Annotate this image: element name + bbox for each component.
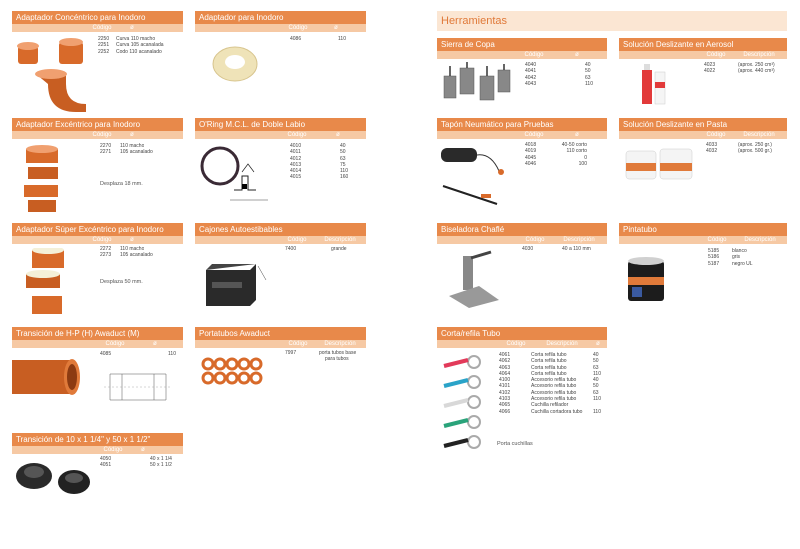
table-row: 4101 Accesorio refila tubo 50 <box>499 383 599 390</box>
card-title: Corta/refila Tubo <box>437 327 607 340</box>
aerosol-image <box>640 62 670 112</box>
table-row: 2252 Codo 110 acanalado <box>98 48 162 55</box>
card-title: Solución Deslizante en Aerosol <box>619 38 787 51</box>
table-row: 4033 (aprox. 250 gr.) <box>706 142 772 148</box>
card-toilet-adapter <box>195 11 366 32</box>
card-title: Transición de 10 x 1 1/4" y 50 x 1 1/2" <box>12 433 183 446</box>
super-eccentric-note: Desplaza 50 mm. <box>100 279 143 285</box>
super-eccentric-table <box>100 246 153 259</box>
card-title: Portatubos Awaduct <box>195 327 366 340</box>
concentric-adapter-image <box>14 38 89 113</box>
card-subheader: Código ø <box>437 131 607 139</box>
table-row: 2250 Curva 110 macho <box>98 36 156 42</box>
oring-table <box>290 143 348 181</box>
card-subheader: Código Descripción <box>619 236 787 244</box>
table-row: 4011 50 <box>290 149 346 156</box>
concentric-table <box>98 36 164 55</box>
card-oring <box>195 118 366 139</box>
table-row: 4086 110 <box>290 36 346 42</box>
table-row: 4043 110 <box>525 80 593 87</box>
toilet-adapter-table <box>290 36 346 42</box>
table-row: 4032 (aprox. 500 gr.) <box>706 148 772 155</box>
card-super-eccentric-adapter <box>12 223 183 244</box>
pipe-paint-table <box>708 248 753 267</box>
table-row: 4065 Cuchilla refilador <box>499 402 569 409</box>
table-row: 4061 Corta refila tubo 40 <box>499 352 599 358</box>
pipe-cutter-note: Porta cuchillas <box>497 441 533 447</box>
pipe-holder-image <box>200 354 270 394</box>
table-row: 4064 Corta refila tubo 110 <box>499 370 601 377</box>
table-row: 5187 negro UL <box>708 260 753 267</box>
card-eccentric-adapter <box>12 118 183 139</box>
eccentric-table <box>100 143 153 156</box>
toilet-adapter-image <box>210 38 260 88</box>
table-row: 4103 Accesorio refila tubo 110 <box>499 396 601 403</box>
beveler-image <box>445 250 505 315</box>
eccentric-adapter-image <box>18 145 68 220</box>
table-row: para tubos <box>325 356 349 363</box>
table-row: 4015 160 <box>290 174 349 181</box>
aerosol-table <box>704 62 775 75</box>
super-eccentric-adapter-image <box>20 248 75 325</box>
table-row: 4042 63 <box>525 74 591 81</box>
table-row: 4050 40 x 1 1/4 <box>100 456 172 462</box>
table-row: 4045 0 <box>525 154 587 161</box>
table-row: 4046 100 <box>525 160 587 167</box>
table-row: 2271 105 acanalado <box>100 149 153 156</box>
card-title: Tapón Neumático para Pruebas <box>437 118 607 131</box>
hole-saw-image <box>440 62 515 112</box>
card-paste <box>619 118 787 139</box>
table-row: 4014 110 <box>290 168 348 175</box>
card-subheader: Código ø <box>12 24 183 32</box>
table-row: 4023 (aprox. 250 cm³) <box>704 62 775 68</box>
pipe-cutter-image <box>440 352 492 457</box>
card-title: Adaptador Concéntrico para Inodoro <box>12 11 183 24</box>
table-row: 4102 Accesorio refila tubo 63 <box>499 389 599 396</box>
table-row: 4019 110 corto <box>525 148 587 155</box>
card-subheader: Código Descripción <box>195 236 366 244</box>
card-title: Sierra de Copa <box>437 38 607 51</box>
card-pipe-cutter <box>437 327 607 348</box>
card-title: Cajones Autoestibables <box>195 223 366 236</box>
plug-table <box>525 142 587 167</box>
card-plug <box>437 118 607 139</box>
table-row: 4012 63 <box>290 155 346 162</box>
pipe-holder-table <box>285 350 356 363</box>
card-subheader: Código Descripción <box>619 51 787 59</box>
card-stackable-bins <box>195 223 366 244</box>
table-row: 7997 porta tubos base <box>285 350 357 356</box>
section-title: Herramientas <box>437 11 787 31</box>
table-row: 7400 grande <box>285 246 347 252</box>
card-subheader: Código ø <box>12 446 183 454</box>
table-row: 4022 (aprox. 440 cm³) <box>704 68 775 75</box>
card-title: Adaptador para Inodoro <box>195 11 366 24</box>
table-row: 5185 blanco <box>708 248 747 254</box>
card-title: Solución Deslizante en Pasta <box>619 118 787 131</box>
card-title: Pintatubo <box>619 223 787 236</box>
stackable-bins-image <box>200 256 270 316</box>
table-row: 4066 Cuchilla cortadora tubo 110 <box>499 408 601 415</box>
card-title: Transición de H-P (H) Awaduct (M) <box>12 327 183 340</box>
eccentric-note: Desplaza 18 mm. <box>100 181 143 187</box>
card-subheader: Código Descripción <box>195 340 366 348</box>
transition-10-table <box>100 456 172 469</box>
card-subheader: Código Descripción ø <box>437 340 607 348</box>
plug-image <box>437 142 517 217</box>
table-row: 5186 gris <box>708 254 741 261</box>
table-row: 4100 Accesorio refila tubo 40 <box>499 377 599 384</box>
table-row: 4010 40 <box>290 143 346 149</box>
card-title: Biseladora Chaflé <box>437 223 607 236</box>
card-subheader: Código ø <box>195 24 366 32</box>
table-row: 4018 40-50 corto <box>525 142 587 148</box>
paste-table <box>706 142 772 155</box>
table-row: 4062 Corta refila tubo 50 <box>499 358 599 365</box>
beveler-table <box>522 246 591 252</box>
card-title: Adaptador Excéntrico para Inodoro <box>12 118 183 131</box>
card-subheader: Código Descripción <box>437 236 607 244</box>
hp-transition-image <box>12 354 82 404</box>
pipe-paint-image <box>626 255 666 310</box>
stackable-bins-table <box>285 246 347 252</box>
table-row: 2251 Curva 105 acanalada <box>98 42 164 49</box>
hp-transition-table <box>100 351 176 357</box>
card-subheader: Código ø <box>437 51 607 59</box>
table-row: 4085 110 <box>100 351 176 357</box>
card-subheader: Código ø <box>12 236 183 244</box>
table-row: 2273 105 acanalado <box>100 252 153 259</box>
card-title: O'Ring M.C.L. de Doble Labio <box>195 118 366 131</box>
card-subheader: Código Descripción <box>619 131 787 139</box>
table-row: 2272 110 macho <box>100 246 145 252</box>
card-subheader: Código ø <box>195 131 366 139</box>
card-title: Adaptador Súper Excéntrico para Inodoro <box>12 223 183 236</box>
table-row: 4013 75 <box>290 161 346 168</box>
table-row: 4040 40 <box>525 62 591 68</box>
table-row: 4041 50 <box>525 68 591 75</box>
table-row: 4051 50 x 1 1/2 <box>100 462 172 469</box>
transition-10-image <box>12 458 92 503</box>
table-row: 2270 110 macho <box>100 143 145 149</box>
table-row: 4030 40 a 110 mm <box>522 246 591 252</box>
card-subheader: Código ø <box>12 340 183 348</box>
oring-image <box>198 142 278 212</box>
card-aerosol <box>619 38 787 59</box>
hp-transition-drawing <box>102 364 174 414</box>
hole-saw-table <box>525 62 593 87</box>
card-pipe-paint <box>619 223 787 244</box>
paste-image <box>624 145 694 190</box>
pipe-cutter-table <box>499 352 601 415</box>
card-subheader: Código ø <box>12 131 183 139</box>
card-hp-transition <box>12 327 183 348</box>
table-row: 4063 Corta refila tubo 63 <box>499 364 599 371</box>
card-pipe-holder <box>195 327 366 348</box>
card-beveler <box>437 223 607 244</box>
card-concentric-adapter <box>12 11 183 32</box>
card-hole-saw <box>437 38 607 59</box>
card-transition-10 <box>12 433 183 454</box>
